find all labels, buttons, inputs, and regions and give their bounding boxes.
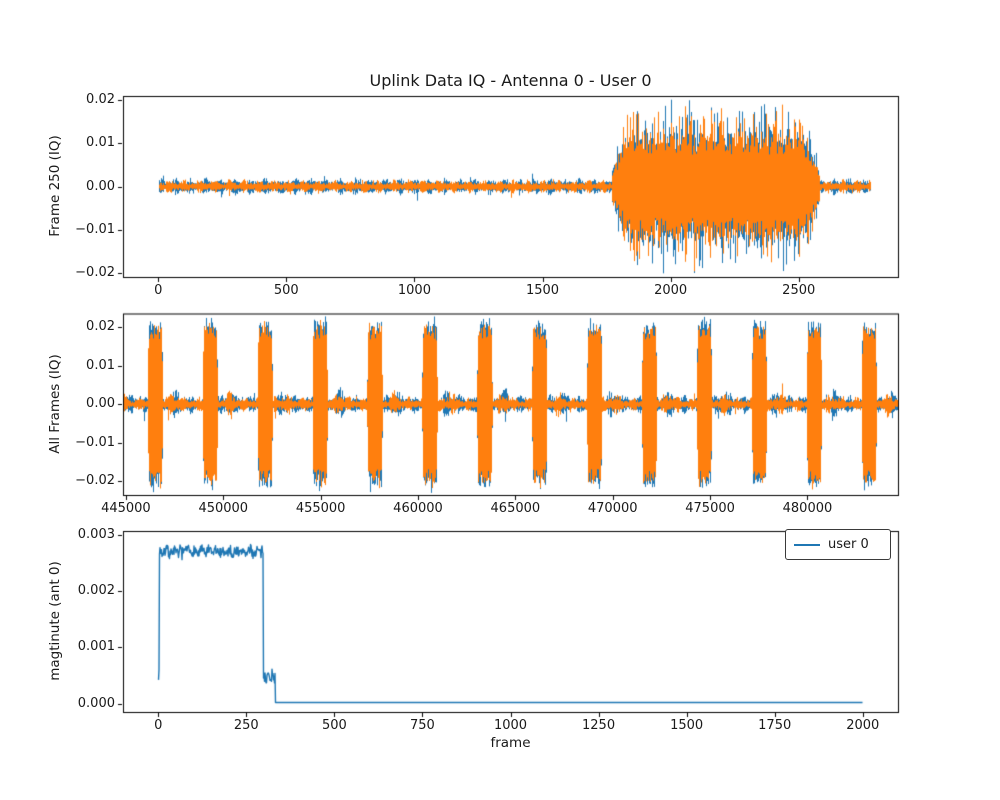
y-tick-label: 0.001 bbox=[77, 639, 115, 655]
x-tick-label: 465000 bbox=[490, 501, 541, 516]
y-tick-label: −0.01 bbox=[75, 434, 115, 450]
y-tick-label: 0.00 bbox=[86, 396, 115, 412]
x-tick-label: 1000 bbox=[397, 283, 431, 298]
x-tick-label: 500 bbox=[273, 283, 299, 298]
y-tick-label: 0.003 bbox=[77, 526, 115, 542]
x-tick-label: 2000 bbox=[846, 718, 880, 733]
x-tick-label: 2500 bbox=[782, 283, 816, 298]
x-tick-label: 470000 bbox=[587, 501, 638, 516]
x-tick-label: 1750 bbox=[758, 718, 792, 733]
x-tick-label: 1250 bbox=[582, 718, 616, 733]
y-axis-label-frame-iq: Frame 250 (IQ) bbox=[47, 135, 63, 237]
y-tick-label: −0.02 bbox=[75, 473, 115, 489]
legend-box bbox=[785, 529, 891, 560]
plot-title: Uplink Data IQ - Antenna 0 - User 0 bbox=[369, 71, 652, 90]
legend-entry-label: user 0 bbox=[828, 537, 869, 552]
x-tick-label: 0 bbox=[154, 283, 163, 298]
y-tick-label: 0.00 bbox=[86, 178, 115, 194]
y-tick-label: −0.01 bbox=[75, 221, 115, 237]
y-axis-label-all-frames-iq: All Frames (IQ) bbox=[47, 354, 63, 454]
x-tick-label: 1500 bbox=[525, 283, 560, 298]
y-tick-label: 0.02 bbox=[86, 319, 115, 335]
x-tick-label: 450000 bbox=[198, 501, 249, 516]
x-tick-label: 1500 bbox=[670, 718, 704, 733]
x-tick-label: 475000 bbox=[685, 501, 735, 516]
x-tick-label: 1000 bbox=[493, 718, 528, 733]
x-tick-label: 455000 bbox=[295, 501, 346, 516]
y-tick-label: 0.002 bbox=[77, 583, 115, 599]
y-tick-label: 0.000 bbox=[77, 695, 115, 711]
x-tick-label: 445000 bbox=[101, 501, 151, 516]
x-tick-label: 250 bbox=[233, 718, 259, 733]
y-tick-label: 0.01 bbox=[86, 135, 115, 151]
x-tick-label: 0 bbox=[154, 718, 163, 733]
y-tick-label: −0.02 bbox=[75, 264, 115, 280]
y-tick-label: 0.01 bbox=[86, 357, 115, 373]
legend-line-sample-icon bbox=[794, 544, 820, 546]
x-axis-label-frame: frame bbox=[490, 735, 531, 751]
x-tick-label: 480000 bbox=[782, 501, 833, 516]
x-tick-label: 500 bbox=[321, 718, 347, 733]
x-tick-label: 750 bbox=[410, 718, 435, 733]
x-tick-label: 2000 bbox=[654, 283, 688, 298]
y-tick-label: 0.02 bbox=[86, 92, 115, 108]
x-tick-label: 460000 bbox=[393, 501, 443, 516]
y-axis-label-magnitude: magtinute (ant 0) bbox=[47, 561, 63, 681]
